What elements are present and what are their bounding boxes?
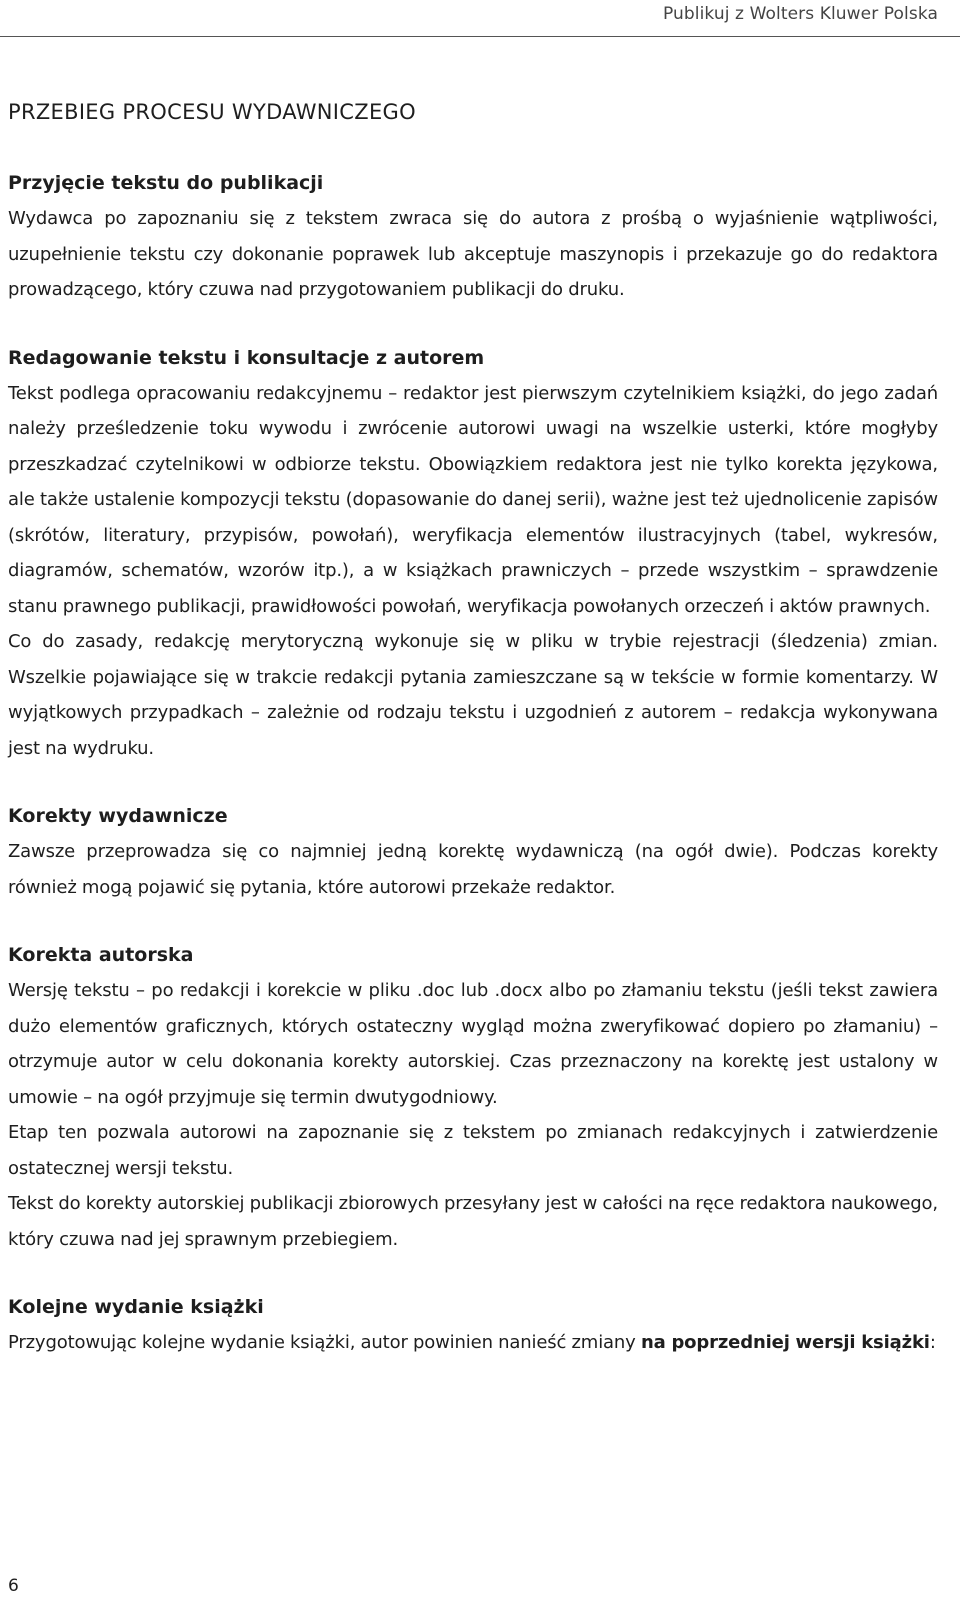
section-redagowanie-tekstu [8, 340, 938, 767]
page-number: 6 [8, 1576, 19, 1596]
paragraph: Tekst do korekty autorskiej publikacji zbiorowych przesyłany jest w całości na ręce redaktora naukowego, który czuwa nad jej sprawnym przebiegiem. [8, 1193, 938, 1250]
paragraph-lead: Przygotowując kolejne wydanie książki, autor powinien nanieść zmiany [8, 1332, 641, 1353]
section-korekta-autorska [8, 937, 938, 1257]
section-heading: Korekty wydawnicze [8, 805, 228, 827]
document-title: PRZEBIEG PROCESU WYDAWNICZEGO [8, 100, 416, 124]
section-heading: Kolejne wydanie książki [8, 1296, 264, 1318]
section-heading: Korekta autorska [8, 944, 194, 966]
running-header [0, 0, 960, 37]
section-kolejne-wydanie [8, 1289, 938, 1361]
paragraph: Etap ten pozwala autorowi na zapoznanie się z tekstem po zmianach redakcyjnych i zatwierdzenie ostatecznej wersji tekstu. [8, 1122, 938, 1179]
paragraph: Wydawca po zapoznaniu się z tekstem zwraca się do autora z prośbą o wyjaśnienie wątpliwości, uzupełnienie tekstu czy dokonanie poprawek lub akceptuje maszynopis i przekazuje go do redaktora prowadzącego, który czuwa nad przygotowaniem publikacji do druku. [8, 208, 938, 300]
page-content [8, 92, 938, 1393]
paragraph-tail: : [929, 1332, 936, 1353]
paragraph [8, 1325, 938, 1361]
paragraph: Wersję tekstu – po redakcji i korekcie w pliku .doc lub .docx albo po złamaniu tekstu (jeśli tekst zawiera dużo elementów graficznych, których ostateczny wygląd można zweryfikować dopiero po złamaniu) – otrzymuje autor w celu dokonania korekty autorskiej. Czas przeznaczony na korektę jest ustalony w umowie – na ogół przyjmuje się termin dwutygodniowy. [8, 980, 938, 1108]
section-heading: Przyjęcie tekstu do publikacji [8, 172, 324, 194]
paragraph-emphasis: na poprzedniej wersji książki [640, 1332, 930, 1353]
section-przyjecie-tekstu [8, 165, 938, 308]
paragraph: Tekst podlega opracowaniu redakcyjnemu – redaktor jest pierwszym czytelnikiem książki, do jego zadań należy prześledzenie toku wywodu i zwrócenie autorowi uwagi na wszelkie usterki, które mogłyby przeszkadzać czytelnikowi w odbiorze tekstu. Obowiązkiem redaktora jest nie tylko korekta językowa, ale także ustalenie kompozycji tekstu (dopasowanie do danej serii), ważne jest też ujednolicenie zapisów (skrótów, literatury, przypisów, powołań), weryfikacja elementów ilustracyjnych (tabel, wykresów, diagramów, schematów, wzorów itp.), a w książkach prawniczych – przede wszystkim – sprawdzenie stanu prawnego publikacji, prawidłowości powołań, weryfikacja powołanych orzeczeń i aktów prawnych. [8, 382, 938, 617]
running-header-title: Publikuj z Wolters Kluwer Polska [662, 4, 938, 24]
paragraph: Co do zasady, redakcję merytoryczną wykonuje się w pliku w trybie rejestracji (śledzenia) zmian. Wszelkie pojawiające się w trakcie redakcji pytania zamieszczane są w tekście w formie komentarzy. W wyjątkowych przypadkach – zależnie od rodzaju tekstu i uzgodnień z autorem – redakcja wykonywana jest na wydruku. [8, 631, 938, 759]
section-korekty-wydawnicze [8, 798, 938, 905]
paragraph: Zawsze przeprowadza się co najmniej jedną korektę wydawniczą (na ogół dwie). Podczas korekty również mogą pojawić się pytania, które autorowi przekaże redaktor. [8, 841, 938, 898]
section-heading: Redagowanie tekstu i konsultacje z autorem [8, 346, 485, 369]
